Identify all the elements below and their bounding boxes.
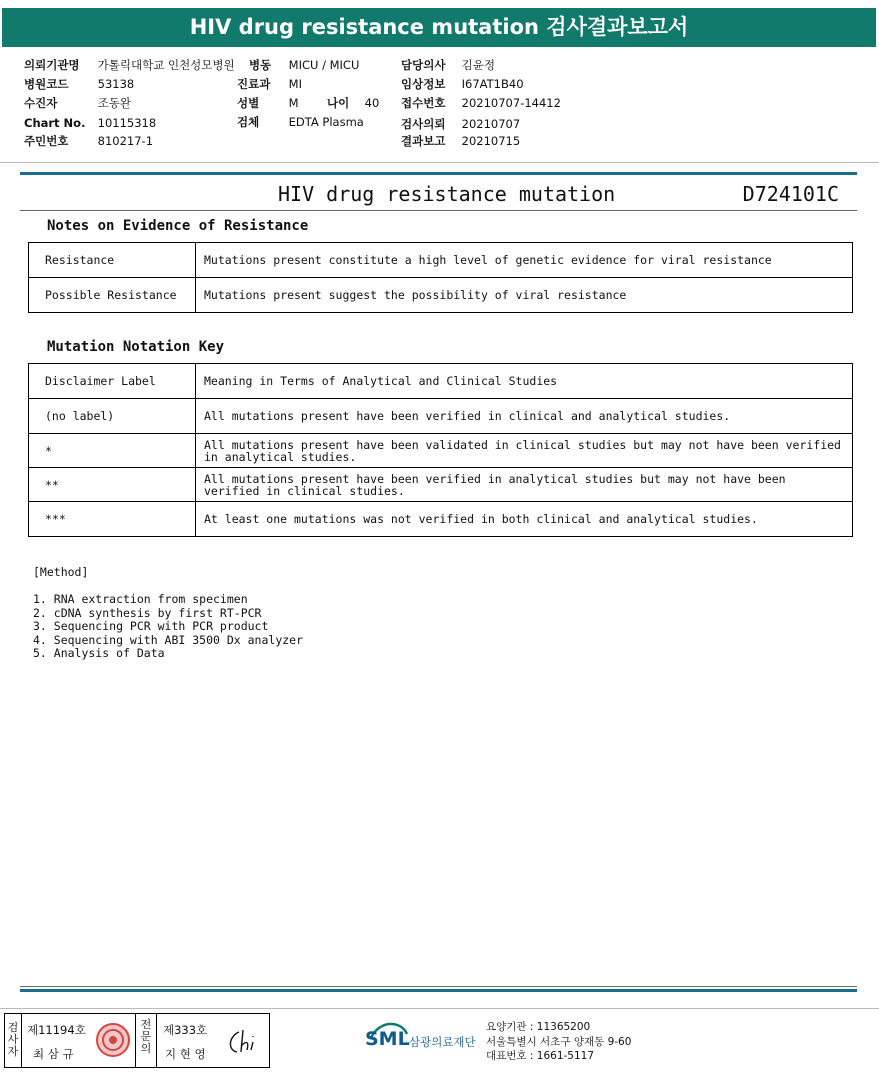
notation-meaning: Meaning in Terms of Analytical and Clinical Studies: [196, 364, 853, 399]
evidence-label: Possible Resistance: [29, 278, 196, 313]
evidence-section-title: Notes on Evidence of Resistance: [47, 218, 309, 234]
specialist-name: 지 현 영: [165, 1047, 206, 1061]
list-item: 2. cDNA synthesis by first RT-PCR: [33, 605, 262, 620]
list-item: 1. RNA extraction from specimen: [33, 592, 248, 606]
info-hospital-code: 병원코드 53138: [24, 77, 135, 91]
signature-box: [4, 1013, 270, 1068]
info-resident-no: 주민번호 810217-1: [24, 134, 154, 148]
table-row: [29, 434, 853, 468]
list-item: 3. Sequencing PCR with PCR product: [33, 619, 269, 633]
contact-line: 서울특별시 서초구 양재동 9-60: [486, 1035, 632, 1048]
notation-meaning: All mutations present have been verified in clinical and analytical studies.: [196, 399, 853, 434]
evidence-table: [28, 242, 853, 313]
evidence-description: Mutations present suggest the possibility of viral resistance: [196, 278, 853, 313]
notation-label: *: [29, 434, 196, 468]
table-row: [29, 502, 853, 537]
table-row: [29, 468, 853, 502]
test-code: D724101C: [742, 182, 839, 206]
signature: [225, 1026, 265, 1056]
table-row: [29, 364, 853, 399]
info-specimen: 검체 EDTA Plasma: [237, 115, 364, 129]
info-report-date: 결과보고 20210715: [401, 134, 521, 148]
title-rule: [20, 210, 857, 211]
info-institution: 의뢰기관명 가톨릭대학교 인천성모병원: [24, 58, 235, 72]
sml-logo: [365, 1018, 485, 1066]
list-item: 5. Analysis of Data: [33, 646, 165, 660]
examiner-license: 제11194호: [27, 1023, 86, 1037]
list-item: 4. Sequencing with ABI 3500 Dx analyzer: [33, 632, 304, 647]
info-doctor: 담당의사 김윤정: [401, 58, 495, 72]
document-title: HIV drug resistance mutation: [278, 182, 616, 206]
notation-label: Disclaimer Label: [29, 364, 196, 399]
table-row: [29, 243, 853, 278]
report-title: HIV drug resistance mutation 검사결과보고서: [2, 8, 876, 47]
info-ward: 병동 MICU / MICU: [249, 58, 360, 72]
logo-text: SML: [365, 1028, 410, 1050]
method-title: [Method]: [33, 565, 89, 579]
specialist-label: 전문의: [140, 1018, 152, 1055]
table-row: [29, 278, 853, 313]
table-row: [29, 399, 853, 434]
seal-stamp: [95, 1022, 131, 1058]
info-department: 진료과 MI: [237, 77, 302, 91]
notation-meaning: All mutations present have been validated in clinical studies but may not have been verified in analytical studies.: [196, 434, 853, 468]
info-chart-no: Chart No. 10115318: [24, 116, 157, 130]
info-sex: 성별 M: [237, 96, 299, 110]
info-request-date: 검사의뢰 20210707: [401, 117, 521, 131]
header-divider: [0, 162, 879, 163]
evidence-label: Resistance: [29, 243, 196, 278]
info-clinical: 임상정보 I67AT1B40: [401, 77, 524, 91]
specialist-license: 제333호: [163, 1023, 208, 1037]
notation-meaning: At least one mutations was not verified in both clinical and analytical studies.: [196, 502, 853, 537]
method-steps: [33, 593, 303, 661]
contact-line: 요양기관 : 11365200: [486, 1021, 591, 1033]
notation-label: ***: [29, 502, 196, 537]
info-receipt-no: 접수번호 20210707-14412: [401, 96, 561, 110]
bottom-gray-rule: [20, 986, 857, 987]
examiner-name: 최 삼 규: [33, 1047, 74, 1061]
notation-section-title: Mutation Notation Key: [47, 339, 225, 355]
examiner-label: 검사자: [7, 1021, 19, 1058]
notation-label: (no label): [29, 399, 196, 434]
notation-table: [28, 363, 853, 537]
top-rule: [20, 172, 857, 175]
contact-info: [486, 1020, 631, 1064]
contact-line: 대표번호 : 1661-5117: [486, 1050, 595, 1062]
info-age: 나이 40: [327, 96, 380, 110]
notation-meaning: All mutations present have been verified in analytical studies but may not have been verified in clinical studies.: [196, 468, 853, 502]
info-patient-name: 수진자 조동완: [24, 96, 131, 110]
org-name: 삼광의료재단: [409, 1035, 476, 1049]
title-bar: [0, 0, 879, 48]
notation-label: **: [29, 468, 196, 502]
bottom-rule: [20, 989, 857, 992]
evidence-description: Mutations present constitute a high level of genetic evidence for viral resistance: [196, 243, 853, 278]
footer-divider: [0, 1008, 879, 1009]
